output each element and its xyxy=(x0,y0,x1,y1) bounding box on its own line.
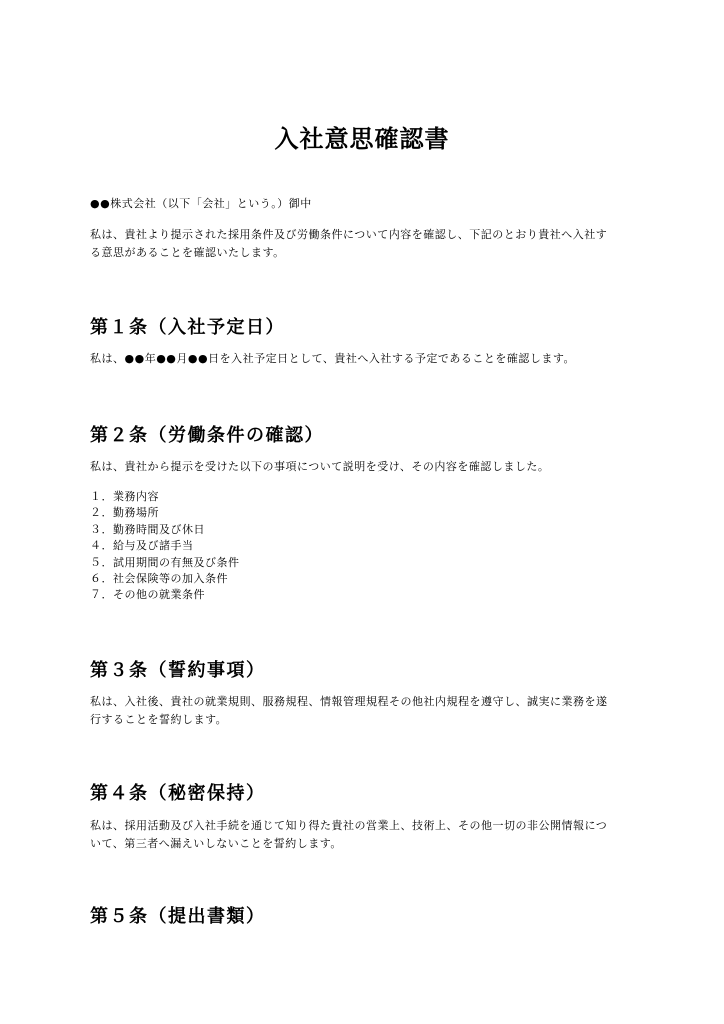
list-item: ５．試用期間の有無及び条件 xyxy=(90,555,240,569)
article-4-body xyxy=(90,817,638,853)
list-item: ２．勤務場所 xyxy=(90,506,159,520)
list-item: １．業務内容 xyxy=(90,490,159,503)
article-4-heading: 第４条（秘密保持） xyxy=(90,783,266,804)
intro-line: る意思があることを確認いたします。 xyxy=(90,246,285,259)
list-item: ７．その他の就業条件 xyxy=(90,588,205,602)
article-2-heading: 第２条（労働条件の確認） xyxy=(90,425,324,446)
list-item: ３．勤務時間及び休日 xyxy=(90,522,205,536)
intro-line: 私は、貴社より提示された採用条件及び労働条件について内容を確認し、下記のとおり貴社へ入社す xyxy=(90,228,608,241)
article-2-body-line: 私は、貴社から提示を受けた以下の事項について説明を受け、その内容を確認しました。 xyxy=(90,460,550,473)
working-conditions-list xyxy=(90,489,240,604)
article-3-body xyxy=(90,693,638,729)
article-1-body xyxy=(90,350,638,368)
article-3-body-line: 行することを誓約します。 xyxy=(90,713,228,726)
article-2-body xyxy=(90,458,638,476)
article-3-body-line: 私は、入社後、貴社の就業規則、服務規程、情報管理規程その他社内規程を遵守し、誠実に業務を遂 xyxy=(90,695,608,708)
article-1-heading: 第１条（入社予定日） xyxy=(90,317,285,338)
article-4-body-line: 私は、採用活動及び入社手続を通じて知り得た貴社の営業上、技術上、その他一切の非公開情報につ xyxy=(90,819,608,832)
article-3-heading: 第３条（誓約事項） xyxy=(90,660,266,681)
article-1-body-line: 私は、●●年●●月●●日を入社予定日として、貴社へ入社する予定であることを確認します。 xyxy=(90,352,575,365)
document-title: 入社意思確認書 xyxy=(274,125,450,153)
addressee-line: ●●株式会社（以下「会社」という。）御中 xyxy=(90,197,312,210)
list-item: ４．給与及び諸手当 xyxy=(90,539,194,553)
list-item: ６．社会保険等の加入条件 xyxy=(90,572,228,586)
intro-paragraph xyxy=(90,226,638,262)
article-4-body-line: いて、第三者へ漏えいしないことを誓約します。 xyxy=(90,837,342,850)
article-5-heading: 第５条（提出書類） xyxy=(90,906,266,927)
